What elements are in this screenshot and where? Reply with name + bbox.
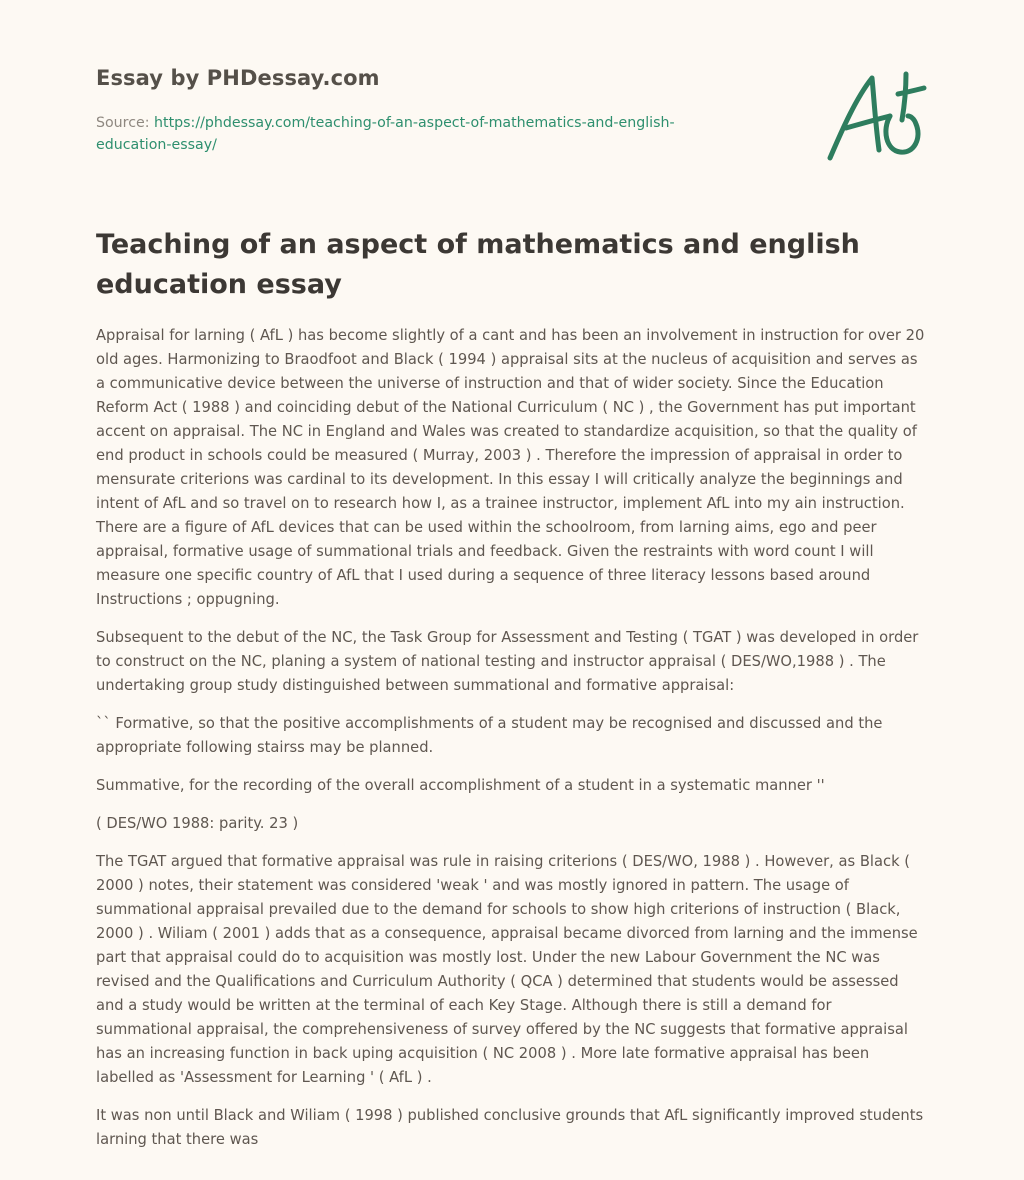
source-link[interactable]: https://phdessay.com/teaching-of-an-aspect-of-mathematics-and-english-education-essay/ [96, 115, 675, 153]
essay-title: Teaching of an aspect of mathematics and english education essay [96, 229, 860, 300]
quote-paragraph: `` Formative, so that the positive accomplishments of a student may be recognised and discussed and the appropriate following stairss may be planned. [96, 715, 883, 756]
citation: ( DES/WO 1988: parity. 23 ) [96, 815, 299, 832]
source-label: Source: [96, 115, 155, 131]
quote-paragraph: Summative, for the recording of the overall accomplishment of a student in a systematic manner '' [96, 777, 825, 794]
paragraph: It was non until Black and Wiliam ( 1998 ) published conclusive grounds that AfL significantly improved students larning that there was [96, 1107, 924, 1148]
site-brand: Essay by PHDessay.com [96, 66, 380, 90]
paragraph: Subsequent to the debut of the NC, the Task Group for Assessment and Testing ( TGAT ) was developed in order to construct on the NC, planing a system of national testing and instructor appraisal ( DES/WO,1988 ) . The undertaking group study distinguished between summational and formative appraisal: [96, 629, 919, 694]
essay-body [96, 324, 928, 1166]
source-line [96, 112, 736, 156]
paragraph: The TGAT argued that formative appraisal was rule in raising criterions ( DES/WO, 1988 ) . However, as Black ( 2000 ) notes, their statement was considered 'weak ' and was mostly ignored in pattern. The usage of summational appraisal prevailed due to the demand for schools to show high criterions of instruction ( Black, 2000 ) . Wiliam ( 2001 ) adds that as a consequence, appraisal became divorced from larning and the immense part that appraisal could do to acquisition was mostly lost. Under the new Labour Government the NC was revised and the Qualifications and Curriculum Authority ( QCA ) determined that students would be assessed and a study would be written at the terminal of each Key Stage. Although there is still a demand for summational appraisal, the comprehensiveness of survey offered by the NC suggests that formative appraisal has an increasing function in back uping acquisition ( NC 2008 ) . More late formative appraisal has been labelled as 'Assessment for Learning ' ( AfL ) . [96, 853, 918, 1086]
a-plus-grade-icon [824, 68, 928, 164]
paragraph: Appraisal for larning ( AfL ) has become slightly of a cant and has been an involvement in instruction for over 20 old ages. Harmonizing to Braodfoot and Black ( 1994 ) appraisal sits at the nucleus of acquisition and serves as a communicative device between the universe of instruction and that of wider society. Since the Education Reform Act ( 1988 ) and coinciding debut of the National Curriculum ( NC ) , the Government has put important accent on appraisal. The NC in England and Wales was created to standardize acquisition, so that the quality of end product in schools could be measured ( Murray, 2003 ) . Therefore the impression of appraisal in order to mensurate criterions was cardinal to its development. In this essay I will critically analyze the beginnings and intent of AfL and so travel on to research how I, as a trainee instructor, implement AfL into my ain instruction. There are a figure of AfL devices that can be used within the schoolroom, from larning aims, ego and peer appraisal, formative usage of summational trials and feedback. Given the restraints with word count I will measure one specific country of AfL that I used during a sequence of three literacy lessons based around Instructions ; oppugning. [96, 327, 925, 608]
